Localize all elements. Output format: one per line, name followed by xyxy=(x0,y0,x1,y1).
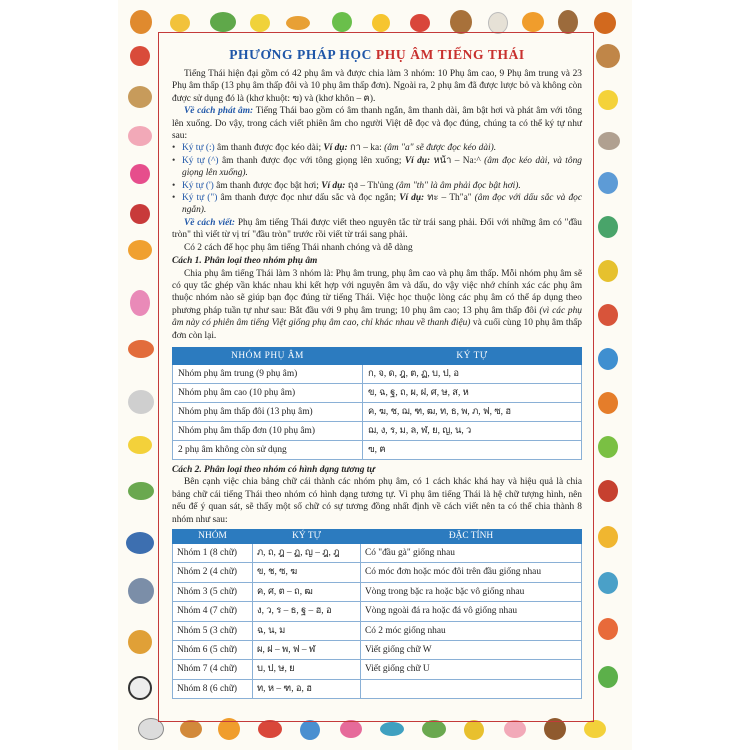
table-row xyxy=(173,563,582,582)
table-header-row xyxy=(173,347,582,364)
table-cell: Nhóm 1 (8 chữ) xyxy=(173,543,253,562)
book-page xyxy=(118,0,632,750)
table-cell: Nhóm 2 (4 chữ) xyxy=(173,563,253,582)
example-label: Ví dụ: xyxy=(399,193,425,204)
table-cell: ง, ว, ร – ธ, ฐ – ฮ, อ xyxy=(253,602,361,621)
duck-icon xyxy=(128,436,152,454)
example-label: Ví dụ: xyxy=(321,180,346,191)
example-text: หน้า – Na:^ xyxy=(430,155,485,166)
table-row xyxy=(173,543,582,562)
table-cell: บ, ป, ษ, ย xyxy=(253,660,361,679)
table-cell: Nhóm 5 (3 chữ) xyxy=(173,621,253,640)
table-cell: 2 phụ âm không còn sử dụng xyxy=(173,440,363,459)
table-header: KÝ TỰ xyxy=(253,529,361,543)
bird-icon xyxy=(170,14,190,32)
table-header-row xyxy=(173,529,582,543)
symbol-item xyxy=(172,180,582,192)
method1-paragraph xyxy=(172,268,582,342)
bird-icon xyxy=(130,46,150,66)
method1-italic: (vì các phụ âm này có phiên âm tiếng Việt giống phụ âm cao, chỉ khác nhau về thanh điệu) xyxy=(172,305,582,329)
method1-text: Chia phụ âm tiếng Thái làm 3 nhóm là: Phụ âm trung, phụ âm cao và phụ âm thấp. Mỗi nhóm phụ âm sẽ có quy tắc ghép vần khác nhau khi kết hợp với nguyên âm và dấu, do vậy việc nhớ chính xác các phụ âm thuộc nhóm nào sẽ giúp bạn đọc đúng từ tiếng Thái. Việc học thuộc lòng các phụ âm có thể áp dụng theo phương pháp tuần tự như sau: Bắt đầu với 9 phụ âm trung; 10 phụ âm cao; 13 phụ âm thấp đôi xyxy=(172,268,582,316)
table-cell: ฃ, ฅ xyxy=(363,440,582,459)
butterfly-icon xyxy=(128,240,152,260)
symbol-item xyxy=(172,155,582,180)
table-cell: ท, ห – ฑ, อ, ฮ xyxy=(253,679,361,698)
writing-label: Về cách viết: xyxy=(184,217,235,228)
symbol-desc: âm thanh được đọc kéo dài; xyxy=(214,143,324,154)
flower-icon xyxy=(130,164,150,184)
fish-icon xyxy=(380,722,404,736)
symbol-name: Ký tự (:) xyxy=(182,143,215,154)
table-row xyxy=(173,421,582,440)
method1-heading: Cách 1. Phân loại theo nhóm phụ âm xyxy=(172,256,318,267)
bird-icon xyxy=(598,618,618,640)
bird-icon xyxy=(598,666,618,688)
table-row xyxy=(173,582,582,601)
symbol-list xyxy=(172,142,582,216)
turtle-icon xyxy=(422,720,446,738)
turtle-icon xyxy=(210,12,236,32)
bird-icon xyxy=(598,526,618,548)
table-header: ĐẶC TÍNH xyxy=(361,529,582,543)
rooster-icon xyxy=(130,10,152,34)
table-row xyxy=(173,679,582,698)
frog-icon xyxy=(332,12,352,32)
writing-text: Phụ âm tiếng Thái được viết theo nguyên tắc từ trái sang phải. Đối với những âm có "đầu tròn" thì viết từ vị trí "đầu tròn" trước rồi viết từ trái sang phải. xyxy=(172,217,582,241)
table-cell: Viết giống chữ W xyxy=(361,640,582,659)
duck-icon xyxy=(584,720,606,738)
pig-icon xyxy=(504,720,526,738)
pronunciation-text: Tiếng Thái bao gồm có âm thanh ngắn, âm thanh dài, âm bật hơi và phát âm với tông lên xuống. Do vậy, trong cách viết phiên âm cho người Việt dễ đọc và đọc đúng, chúng ta có thể ký tự như sau: xyxy=(172,106,582,142)
table-cell: Nhóm phụ âm trung (9 phụ âm) xyxy=(173,364,363,383)
table-cell: Vòng ngoài đá ra hoặc đá vô giống nhau xyxy=(361,602,582,621)
symbol-item xyxy=(172,142,582,154)
table-cell: Có móc đơn hoặc móc đôi trên đầu giống nhau xyxy=(361,563,582,582)
example-text: ทะ – Th"a" xyxy=(424,193,475,204)
example-note: (âm "th" là âm phải đọc bật hơi). xyxy=(395,180,521,191)
example-text: ถุง – Th'ủng xyxy=(345,180,396,191)
jellyfish-icon xyxy=(130,290,150,316)
writing-paragraph xyxy=(172,217,582,242)
duck-icon xyxy=(250,14,270,32)
bird-icon xyxy=(598,216,618,238)
table-cell: Nhóm phụ âm thấp đơn (10 phụ âm) xyxy=(173,421,363,440)
consonant-group-table xyxy=(172,347,582,460)
table-cell: Nhóm 4 (7 chữ) xyxy=(173,602,253,621)
crocodile-icon xyxy=(128,482,154,500)
method1-end: và cuối cùng 10 phụ âm thấp đơn còn lại. xyxy=(172,318,582,341)
right-animal-border xyxy=(592,40,626,710)
shape-group-table xyxy=(172,529,582,699)
bird-icon xyxy=(300,720,320,740)
table-cell: Nhóm 8 (6 chữ) xyxy=(173,679,253,698)
panda-icon xyxy=(128,676,152,700)
table-cell: ฉ, น, ม xyxy=(253,621,361,640)
table-cell: ก, จ, ด, ฎ, ต, ฏ, บ, ป, อ xyxy=(363,364,582,383)
shrimp-icon xyxy=(128,340,154,358)
owl-icon xyxy=(558,10,578,34)
table-cell: ผ, ฝ – พ, ฟ – ฬ xyxy=(253,640,361,659)
flower-icon xyxy=(464,720,484,740)
donkey-icon xyxy=(128,578,154,604)
table-header: NHÓM xyxy=(173,529,253,543)
table-row xyxy=(173,364,582,383)
table-cell: Nhóm phụ âm cao (10 phụ âm) xyxy=(173,383,363,402)
table-header: KÝ TỰ xyxy=(363,347,582,364)
flower2-icon xyxy=(130,204,150,224)
table-cell: Viết giống chữ U xyxy=(361,660,582,679)
title-prefix: PHƯƠNG PHÁP HỌC xyxy=(229,47,376,62)
fish-icon xyxy=(286,16,310,30)
bird-icon xyxy=(598,480,618,502)
lion-icon xyxy=(128,630,152,654)
bird-icon xyxy=(598,392,618,414)
symbol-desc: âm thanh được đọc với tông giọng lên xuống; xyxy=(218,155,405,166)
snail-icon xyxy=(180,720,202,738)
pig-icon xyxy=(128,126,152,146)
symbol-name: Ký tự (') xyxy=(182,180,214,191)
symbol-name: Ký tự (^) xyxy=(182,155,219,166)
table-row xyxy=(173,602,582,621)
table-cell: ค, ฆ, ช, ฌ, ฑ, ฒ, ท, ธ, พ, ภ, ฟ, ซ, ฮ xyxy=(363,402,582,421)
table-header: NHÓM PHỤ ÂM xyxy=(173,347,363,364)
table-cell: ภ, ถ, ฎ – ฏ, ญ – ฎ, ฎ xyxy=(253,543,361,562)
example-note: (âm đọc với dấu sắc và đọc ngắn). xyxy=(182,193,582,216)
deer-icon xyxy=(596,44,620,68)
bird-icon xyxy=(598,304,618,326)
symbol-name: Ký tự (") xyxy=(182,193,218,204)
chick-icon xyxy=(598,90,618,110)
example-text: กา – ka: xyxy=(347,143,385,154)
table-row xyxy=(173,621,582,640)
bird-icon xyxy=(598,436,618,458)
bird2-icon xyxy=(410,14,430,32)
symbol-desc: âm thanh được đọc bật hơi; xyxy=(213,180,322,191)
left-animal-border xyxy=(124,40,158,710)
article xyxy=(172,46,582,699)
method2-paragraph: Bên cạnh việc chia bảng chữ cái thành các nhóm phụ âm, có 1 cách khác khá hay và hiệu quả là chia bảng chữ cái tiếng Thái theo nhóm có hình dạng tương tự. Vì phụ âm tiếng Thái là hệ chữ tượng hình, nên nếu để ý quan sát, sẽ thấy một số chữ có sự tương đồng nhất định về cách viết nên ta có thể chia thành 8 nhóm như sau: xyxy=(172,477,582,525)
bunny-icon xyxy=(488,12,508,34)
two-ways-paragraph: Có 2 cách để học phụ âm tiếng Thái nhanh chóng và dễ dàng xyxy=(184,242,413,253)
example-label: Ví dụ: xyxy=(404,155,431,166)
fox-icon xyxy=(594,12,616,34)
table-cell: Có 2 móc giống nhau xyxy=(361,621,582,640)
example-note: (âm "a" sẽ được đọc kéo dài). xyxy=(384,143,497,154)
table-cell: ฌ, ง, ร, ม, ล, ฬ, ย, ญ, น, ว xyxy=(363,421,582,440)
table-cell: Vòng trong bặc ra hoặc bặc vô giống nhau xyxy=(361,582,582,601)
table-row xyxy=(173,440,582,459)
intro-paragraph: Tiếng Thái hiện đại gồm có 42 phụ âm và được chia làm 3 nhóm: 10 Phụ âm cao, 9 Phụ âm trung và 23 Phụ âm thấp (13 phụ âm thấp đôi và 10 phụ âm thấp đơn). Ngoài ra, 2 phụ âm đã được lược bỏ và không còn được sử dụng đó là (khơ khuột: ฃ) và (khơ khôn – ฅ). xyxy=(172,69,582,104)
table-cell xyxy=(361,679,582,698)
bee-icon xyxy=(372,14,390,32)
table-cell: Có "đầu gà" giống nhau xyxy=(361,543,582,562)
monkey-icon xyxy=(450,10,472,34)
table-cell: Nhóm 3 (5 chữ) xyxy=(173,582,253,601)
table-cell: Nhóm 7 (4 chữ) xyxy=(173,660,253,679)
example-note: (âm đọc kéo dài, và tông giọng lên xuống). xyxy=(182,155,582,179)
bird-icon xyxy=(598,348,618,370)
table-cell: Nhóm 6 (5 chữ) xyxy=(173,640,253,659)
crab-icon xyxy=(258,720,282,738)
table-cell: ข, ฉ, ฐ, ถ, ผ, ฝ, ศ, ษ, ส, ห xyxy=(363,383,582,402)
table-row xyxy=(173,402,582,421)
page-title xyxy=(172,46,582,64)
dog-icon xyxy=(128,86,152,108)
zebra-icon xyxy=(128,390,154,414)
symbol-item xyxy=(172,192,582,217)
bird-icon xyxy=(598,572,618,594)
table-row xyxy=(173,640,582,659)
pronunciation-label: Về cách phát âm: xyxy=(184,106,254,117)
mouse-icon xyxy=(598,132,620,150)
tiger-icon xyxy=(522,12,544,32)
pronunciation-paragraph xyxy=(172,105,582,142)
table-row xyxy=(173,383,582,402)
whale-icon xyxy=(126,532,154,554)
bird-icon xyxy=(598,260,618,282)
butterfly-icon xyxy=(340,720,362,738)
table-cell: ค, ศ, ต – ถ, ฒ xyxy=(253,582,361,601)
method2-heading: Cách 2. Phân loại theo nhóm có hình dạng tương tự xyxy=(172,464,376,475)
symbol-desc: âm thanh được đọc như dấu sắc và đọc ngắn; xyxy=(217,193,400,204)
title-accent: PHỤ ÂM TIẾNG THÁI xyxy=(375,47,525,62)
table-cell: ข, ช, ซ, ฆ xyxy=(253,563,361,582)
table-row xyxy=(173,660,582,679)
example-label: Ví dụ: xyxy=(323,143,348,154)
bird-icon xyxy=(598,172,618,194)
table-cell: Nhóm phụ âm thấp đôi (13 phụ âm) xyxy=(173,402,363,421)
